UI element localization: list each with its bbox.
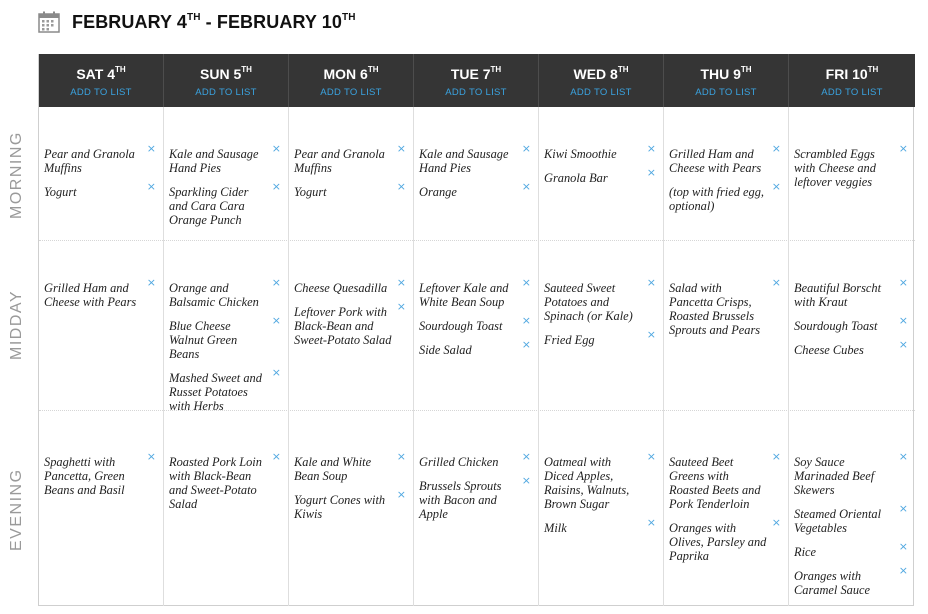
meal-item-label: Salad with Pancetta Crisps, Roasted Brussels Sprouts and Pears bbox=[669, 281, 761, 337]
meal-item bbox=[169, 366, 282, 413]
add-to-list-link[interactable]: ADD TO LIST bbox=[821, 87, 883, 98]
meal-cell bbox=[789, 410, 915, 606]
meal-list bbox=[544, 450, 657, 545]
meal-list bbox=[294, 142, 407, 209]
meal-cell bbox=[39, 410, 164, 606]
day-suffix: TH bbox=[617, 65, 629, 75]
meal-item-label: Cheese Cubes bbox=[794, 343, 864, 357]
meal-item-label: Spaghetti with Pancetta, Green Beans and Basil bbox=[44, 455, 125, 497]
day-header bbox=[414, 54, 539, 107]
meal-item bbox=[794, 314, 909, 333]
meal-item bbox=[169, 450, 282, 511]
remove-item-icon[interactable]: × bbox=[271, 314, 281, 327]
meal-item-label: Sauteed Sweet Potatoes and Spinach (or Kale) bbox=[544, 281, 633, 323]
meal-list bbox=[44, 450, 157, 507]
remove-item-icon[interactable]: × bbox=[271, 142, 281, 155]
meal-item-label: (top with fried egg, optional) bbox=[669, 185, 764, 213]
meal-cell bbox=[289, 107, 414, 240]
meal-list bbox=[794, 450, 909, 607]
meal-item-label: Yogurt Cones with Kiwis bbox=[294, 493, 386, 521]
meal-cell bbox=[39, 107, 164, 240]
day-suffix: TH bbox=[241, 65, 252, 75]
day-header bbox=[289, 54, 414, 107]
meal-cell bbox=[664, 107, 789, 240]
day-suffix: TH bbox=[740, 65, 752, 75]
remove-item-icon[interactable]: × bbox=[646, 142, 656, 155]
meal-list bbox=[669, 142, 782, 223]
meal-item bbox=[794, 540, 909, 559]
day-label: MON 6 bbox=[323, 66, 368, 82]
remove-item-icon[interactable]: × bbox=[146, 142, 156, 155]
meal-cell bbox=[789, 240, 915, 410]
remove-item-icon[interactable]: × bbox=[646, 450, 656, 463]
meal-item-label: Granola Bar bbox=[544, 171, 608, 185]
remove-item-icon[interactable]: × bbox=[646, 516, 656, 529]
remove-item-icon[interactable]: × bbox=[396, 488, 406, 501]
meal-list bbox=[44, 276, 157, 319]
remove-item-icon[interactable]: × bbox=[898, 540, 908, 553]
meal-item-label: Sourdough Toast bbox=[794, 319, 878, 333]
meal-item-label: Milk bbox=[544, 521, 567, 535]
meal-item bbox=[294, 300, 407, 347]
remove-item-icon[interactable]: × bbox=[771, 180, 781, 193]
meal-cell bbox=[414, 410, 539, 606]
meal-item-label: Sauteed Beet Greens with Roasted Beets and Pork Tenderloin bbox=[669, 455, 761, 511]
meal-cell bbox=[664, 410, 789, 606]
meal-item-label: Oranges with Olives, Parsley and Paprika bbox=[669, 521, 767, 563]
remove-item-icon[interactable]: × bbox=[521, 276, 531, 289]
add-to-list-link[interactable]: ADD TO LIST bbox=[70, 87, 132, 98]
meal-cell bbox=[164, 107, 289, 240]
calendar-icon bbox=[38, 11, 60, 33]
day-name bbox=[414, 66, 538, 82]
day-name bbox=[789, 66, 915, 82]
remove-item-icon[interactable]: × bbox=[396, 300, 406, 313]
meal-item bbox=[669, 142, 782, 175]
meal-item bbox=[169, 314, 282, 361]
day-label: TUE 7 bbox=[450, 66, 491, 82]
meal-item-label: Yogurt bbox=[44, 185, 77, 199]
day-header bbox=[789, 54, 915, 107]
meal-cell bbox=[789, 107, 915, 240]
meal-item-label: Grilled Ham and Cheese with Pears bbox=[669, 147, 762, 175]
meal-item bbox=[544, 166, 657, 185]
add-to-list-link[interactable]: ADD TO LIST bbox=[695, 87, 757, 98]
meal-item-label: Grilled Ham and Cheese with Pears bbox=[44, 281, 137, 309]
day-label: SAT 4 bbox=[76, 66, 115, 82]
page-title: FEBRUARY 4TH - FEBRUARY 10TH bbox=[72, 11, 356, 32]
meal-list bbox=[294, 450, 407, 531]
meal-item bbox=[794, 142, 909, 189]
meal-item bbox=[794, 338, 909, 357]
day-label: THU 9 bbox=[700, 66, 741, 82]
add-to-list-link[interactable]: ADD TO LIST bbox=[320, 87, 382, 98]
meal-item-label: Mashed Sweet and Russet Potatoes with Herbs bbox=[169, 371, 262, 413]
remove-item-icon[interactable]: × bbox=[646, 276, 656, 289]
remove-item-icon[interactable]: × bbox=[771, 450, 781, 463]
remove-item-icon[interactable]: × bbox=[521, 180, 531, 193]
row-label-midday: MIDDAY bbox=[8, 289, 25, 360]
meal-cell bbox=[164, 240, 289, 413]
meal-item-label: Pear and Granola Muffins bbox=[294, 147, 385, 175]
meal-item bbox=[419, 450, 532, 469]
meal-list bbox=[169, 142, 282, 237]
meal-list bbox=[669, 276, 782, 347]
remove-item-icon[interactable]: × bbox=[521, 450, 531, 463]
meal-item-label: Leftover Pork with Black-Bean and Sweet-Potato Salad bbox=[294, 305, 392, 347]
meal-item bbox=[419, 314, 532, 333]
remove-item-icon[interactable]: × bbox=[898, 564, 908, 577]
meal-item bbox=[169, 142, 282, 175]
meal-cell bbox=[414, 240, 539, 410]
meal-list bbox=[544, 276, 657, 357]
meal-item bbox=[794, 450, 909, 497]
day-header bbox=[539, 54, 664, 107]
remove-item-icon[interactable]: × bbox=[146, 450, 156, 463]
meal-item bbox=[544, 516, 657, 535]
meal-list bbox=[419, 142, 532, 209]
meal-item-label: Yogurt bbox=[294, 185, 327, 199]
day-label: FRI 10 bbox=[825, 66, 868, 82]
remove-item-icon[interactable]: × bbox=[898, 276, 908, 289]
morning-row bbox=[39, 107, 915, 240]
day-name bbox=[539, 66, 663, 82]
meal-item-label: Leftover Kale and White Bean Soup bbox=[419, 281, 509, 309]
meal-item bbox=[294, 488, 407, 521]
remove-item-icon[interactable]: × bbox=[271, 180, 281, 193]
meal-item-label: Orange bbox=[419, 185, 457, 199]
meal-item-label: Kale and White Bean Soup bbox=[294, 455, 372, 483]
meal-cell bbox=[539, 410, 664, 606]
meal-item bbox=[794, 276, 909, 309]
meal-item bbox=[669, 450, 782, 511]
day-header-row bbox=[39, 54, 915, 107]
meal-item bbox=[419, 338, 532, 357]
meal-item-label: Beautiful Borscht with Kraut bbox=[794, 281, 882, 309]
meal-item-label: Fried Egg bbox=[544, 333, 595, 347]
day-suffix: TH bbox=[114, 65, 126, 75]
meal-item-label: Kale and Sausage Hand Pies bbox=[419, 147, 509, 175]
remove-item-icon[interactable]: × bbox=[771, 516, 781, 529]
meal-item bbox=[44, 450, 157, 497]
meal-item bbox=[544, 450, 657, 511]
remove-item-icon[interactable]: × bbox=[396, 142, 406, 155]
remove-item-icon[interactable]: × bbox=[396, 450, 406, 463]
remove-item-icon[interactable]: × bbox=[396, 180, 406, 193]
meal-item bbox=[44, 180, 157, 199]
meal-item-label: Roasted Pork Loin with Black-Bean and Sweet-Potato Salad bbox=[169, 455, 262, 511]
meal-item-label: Grilled Chicken bbox=[419, 455, 499, 469]
day-name bbox=[289, 66, 413, 82]
add-to-list-link[interactable]: ADD TO LIST bbox=[195, 87, 257, 98]
day-suffix: TH bbox=[867, 65, 879, 75]
meal-item-label: Steamed Oriental Vegetables bbox=[794, 507, 882, 535]
remove-item-icon[interactable]: × bbox=[898, 502, 908, 515]
meal-item-label: Kale and Sausage Hand Pies bbox=[169, 147, 259, 175]
meal-item-label: Sparkling Cider and Cara Cara Orange Punch bbox=[169, 185, 249, 227]
meal-list bbox=[419, 276, 532, 367]
meal-item-label: Orange and Balsamic Chicken bbox=[169, 281, 259, 309]
title-row bbox=[38, 9, 356, 35]
meal-item bbox=[169, 276, 282, 309]
row-label-morning: MORNING bbox=[8, 131, 25, 219]
midday-row bbox=[39, 240, 915, 413]
meal-item-label: Brussels Sprouts with Bacon and Apple bbox=[419, 479, 502, 521]
meal-item-label: Blue Cheese Walnut Green Beans bbox=[169, 319, 238, 361]
meal-item-label: Oatmeal with Diced Apples, Raisins, Walnuts, Brown Sugar bbox=[544, 455, 630, 511]
meal-item-label: Scrambled Eggs with Cheese and leftover veggies bbox=[794, 147, 876, 189]
meal-cell bbox=[414, 107, 539, 240]
meal-list bbox=[794, 142, 909, 199]
remove-item-icon[interactable]: × bbox=[521, 474, 531, 487]
meal-item bbox=[169, 180, 282, 227]
meal-item-label: Oranges with Caramel Sauce bbox=[794, 569, 871, 597]
meal-item bbox=[294, 180, 407, 199]
add-to-list-link[interactable]: ADD TO LIST bbox=[445, 87, 507, 98]
meal-item bbox=[419, 142, 532, 175]
meal-item bbox=[544, 142, 657, 161]
remove-item-icon[interactable]: × bbox=[271, 276, 281, 289]
evening-row bbox=[39, 410, 915, 606]
meal-item bbox=[669, 180, 782, 213]
meal-item bbox=[419, 474, 532, 521]
meal-item bbox=[544, 328, 657, 347]
remove-item-icon[interactable]: × bbox=[521, 338, 531, 351]
remove-item-icon[interactable]: × bbox=[646, 166, 656, 179]
day-name bbox=[664, 66, 788, 82]
remove-item-icon[interactable]: × bbox=[898, 450, 908, 463]
day-label: WED 8 bbox=[573, 66, 618, 82]
meal-list bbox=[669, 450, 782, 573]
meal-cell bbox=[164, 410, 289, 606]
remove-item-icon[interactable]: × bbox=[898, 338, 908, 351]
meal-list bbox=[44, 142, 157, 209]
meal-item bbox=[294, 276, 407, 295]
row-label-evening: EVENING bbox=[8, 468, 25, 551]
meal-item bbox=[794, 502, 909, 535]
remove-item-icon[interactable]: × bbox=[771, 276, 781, 289]
meal-cell bbox=[39, 240, 164, 410]
remove-item-icon[interactable]: × bbox=[646, 328, 656, 341]
remove-item-icon[interactable]: × bbox=[898, 142, 908, 155]
meal-item bbox=[294, 450, 407, 483]
remove-item-icon[interactable]: × bbox=[521, 142, 531, 155]
day-label: SUN 5 bbox=[200, 66, 242, 82]
meal-grid bbox=[38, 54, 914, 606]
meal-list bbox=[544, 142, 657, 195]
remove-item-icon[interactable]: × bbox=[396, 276, 406, 289]
day-name bbox=[164, 66, 288, 82]
remove-item-icon[interactable]: × bbox=[521, 314, 531, 327]
meal-item-label: Side Salad bbox=[419, 343, 472, 357]
meal-item bbox=[794, 564, 909, 597]
meal-item bbox=[294, 142, 407, 175]
meal-item-label: Rice bbox=[794, 545, 817, 559]
meal-item bbox=[419, 276, 532, 309]
meal-cell bbox=[539, 240, 664, 410]
meal-item bbox=[44, 276, 157, 309]
day-name bbox=[39, 66, 163, 82]
remove-item-icon[interactable]: × bbox=[271, 450, 281, 463]
meal-cell bbox=[289, 240, 414, 410]
remove-item-icon[interactable]: × bbox=[898, 314, 908, 327]
day-header bbox=[664, 54, 789, 107]
remove-item-icon[interactable]: × bbox=[146, 180, 156, 193]
meal-cell bbox=[289, 410, 414, 606]
remove-item-icon[interactable]: × bbox=[271, 366, 281, 379]
meal-item bbox=[44, 142, 157, 175]
meal-cell bbox=[539, 107, 664, 240]
meal-list bbox=[294, 276, 407, 357]
add-to-list-link[interactable]: ADD TO LIST bbox=[570, 87, 632, 98]
meal-item bbox=[669, 516, 782, 563]
meal-item-label: Soy Sauce Marinaded Beef Skewers bbox=[794, 455, 875, 497]
meal-item-label: Kiwi Smoothie bbox=[544, 147, 617, 161]
day-suffix: TH bbox=[490, 65, 502, 75]
meal-item bbox=[544, 276, 657, 323]
meal-list bbox=[169, 450, 282, 521]
meal-item-label: Cheese Quesadilla bbox=[294, 281, 388, 295]
day-suffix: TH bbox=[367, 65, 379, 75]
remove-item-icon[interactable]: × bbox=[146, 276, 156, 289]
meal-item-label: Pear and Granola Muffins bbox=[44, 147, 135, 175]
meal-cell bbox=[664, 240, 789, 410]
day-header bbox=[164, 54, 289, 107]
day-header bbox=[39, 54, 164, 107]
meal-item bbox=[669, 276, 782, 337]
meal-item bbox=[419, 180, 532, 199]
meal-list bbox=[419, 450, 532, 531]
meal-list bbox=[169, 276, 282, 423]
meal-list bbox=[794, 276, 909, 367]
remove-item-icon[interactable]: × bbox=[771, 142, 781, 155]
meal-item-label: Sourdough Toast bbox=[419, 319, 503, 333]
